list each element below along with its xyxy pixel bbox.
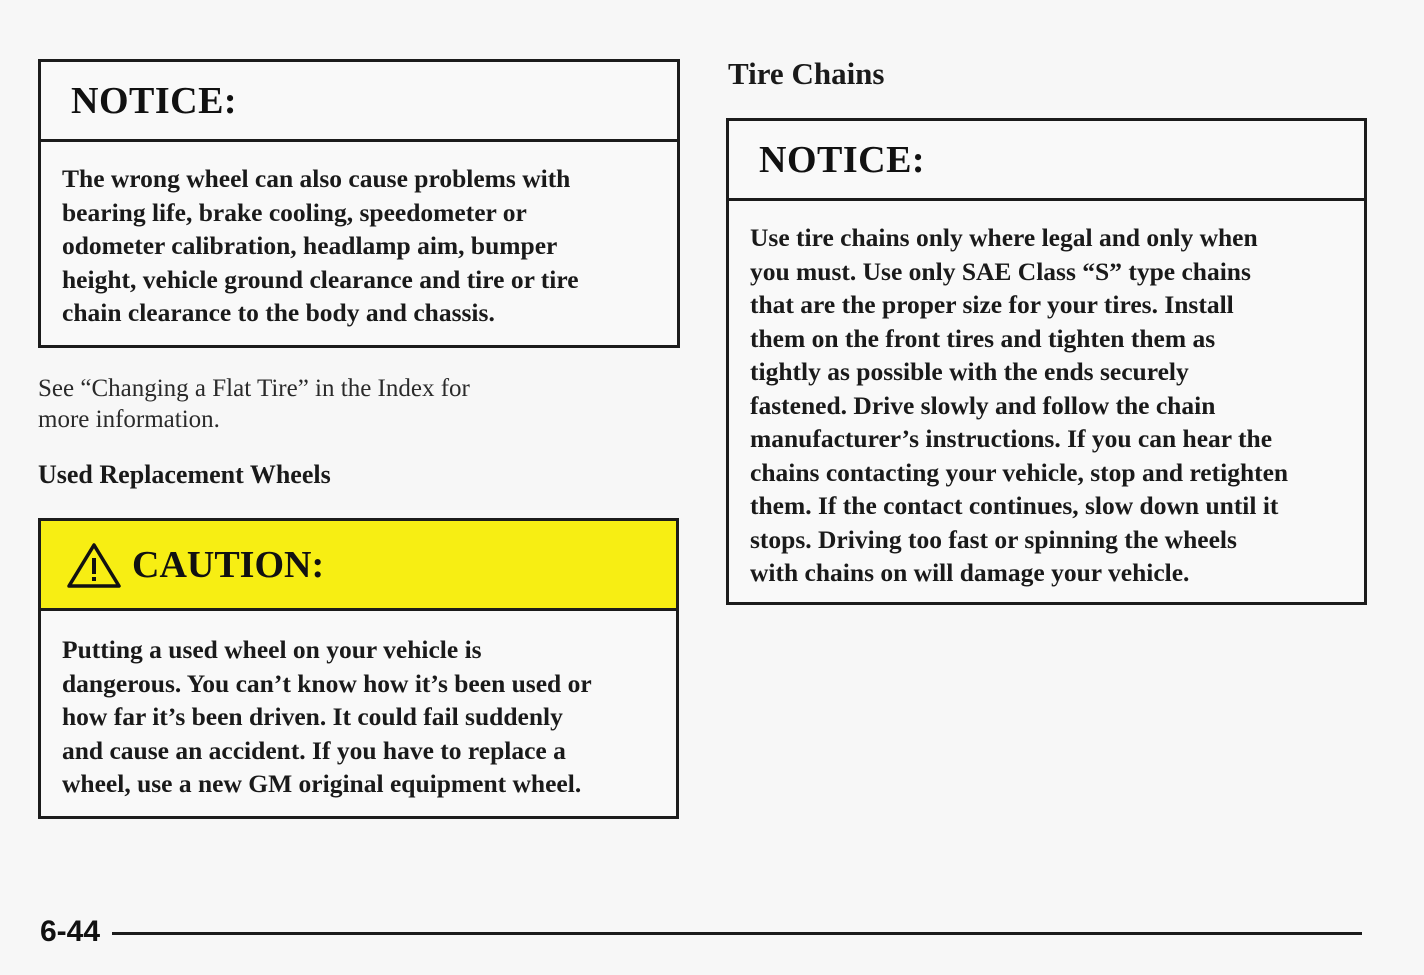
tire-chains-notice-box	[726, 118, 1367, 605]
notice-line: odometer calibration, headlamp aim, bumper	[62, 231, 558, 260]
notice-body	[729, 201, 1364, 590]
notice-line: chain clearance to the body and chassis.	[62, 298, 495, 327]
notice-header	[41, 62, 677, 142]
notice-line: that are the proper size for your tires. Install	[750, 290, 1234, 319]
caution-body	[41, 611, 676, 801]
caution-line: dangerous. You can’t know how it’s been used or	[62, 668, 592, 698]
footer-rule	[112, 932, 1362, 935]
notice-line: bearing life, brake cooling, speedometer or	[62, 197, 527, 227]
notice-line: height, vehicle ground clearance and tire or tire	[62, 264, 579, 294]
notice-line: manufacturer’s instructions. If you can hear the	[750, 424, 1273, 453]
caution-header	[41, 521, 676, 611]
notice-line: fastened. Drive slowly and follow the chain	[750, 390, 1216, 420]
notice-line: you must. Use only SAE Class “S” type chains	[750, 256, 1251, 286]
used-wheel-caution-box	[38, 518, 679, 819]
caution-line: wheel, use a new GM original equipment wheel.	[62, 769, 582, 798]
see-text-line: See “Changing a Flat Tire” in the Index for	[38, 375, 470, 402]
wrong-wheel-notice-box	[38, 59, 680, 348]
notice-line: them on the front tires and tighten them as	[750, 323, 1216, 353]
notice-line: them. If the contact continues, slow down until it	[750, 491, 1279, 520]
page-number: 6-44	[40, 915, 101, 948]
notice-header	[729, 121, 1364, 201]
caution-title: CAUTION:	[132, 543, 325, 586]
notice-title: NOTICE:	[71, 79, 238, 122]
see-text-line: more information.	[38, 406, 220, 433]
notice-title: NOTICE:	[759, 138, 926, 181]
notice-line: Use tire chains only where legal and only when	[750, 223, 1258, 252]
notice-line: The wrong wheel can also cause problems with	[62, 164, 571, 193]
see-changing-flat-tire-text	[38, 373, 470, 435]
notice-line: chains contacting your vehicle, stop and retighten	[750, 457, 1289, 487]
caution-line: how far it’s been driven. It could fail suddenly	[62, 702, 563, 731]
warning-triangle-icon	[66, 541, 122, 589]
notice-line: stops. Driving too fast or spinning the wheels	[750, 524, 1237, 554]
notice-line: tightly as possible with the ends securely	[750, 357, 1189, 386]
caution-line: and cause an accident. If you have to replace a	[62, 735, 566, 765]
tire-chains-heading: Tire Chains	[728, 56, 885, 91]
caution-line: Putting a used wheel on your vehicle is	[62, 635, 482, 664]
used-replacement-wheels-heading: Used Replacement Wheels	[38, 460, 331, 489]
notice-body	[41, 142, 677, 330]
notice-line: with chains on will damage your vehicle.	[750, 558, 1190, 587]
